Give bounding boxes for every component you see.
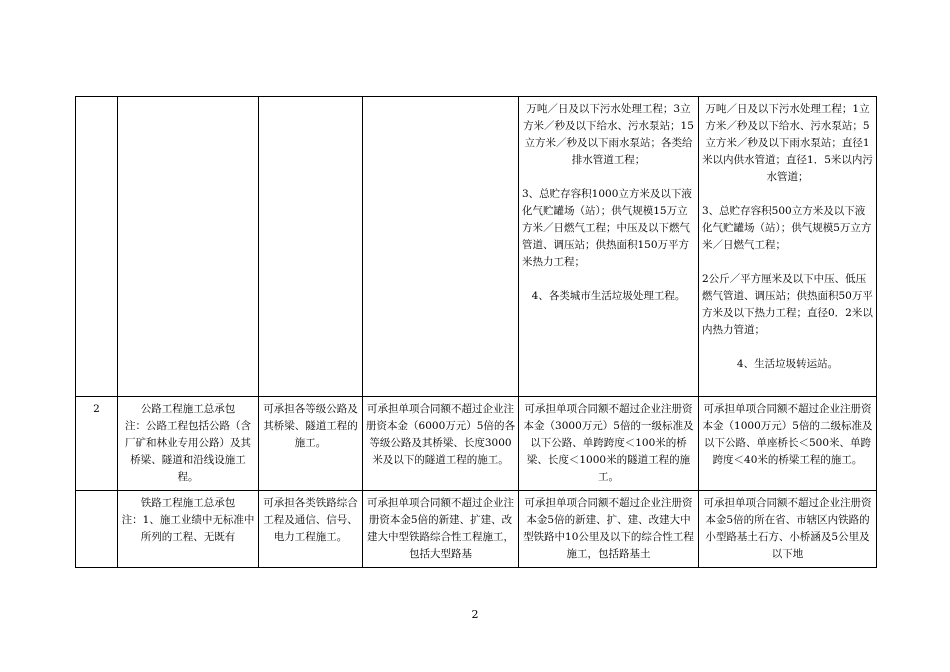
cell-grade1 (259, 97, 363, 397)
cell-scope (118, 491, 259, 568)
cell-grade3: 可承担单项合同额不超过企业注册资本金（3000万元）5倍的一级标准及以下公路、单跨跨度＜100米的桥梁、长度＜1000米的隧道工程的施工。 (519, 397, 699, 491)
cell-paragraph: 2公斤／平方厘米及以下中压、低压燃气管道、调压站；供热面积50万平方米及以下热力工程；直径0．2米以内热力管道； (702, 273, 873, 336)
cell-no: 2 (76, 397, 118, 491)
table-row (76, 397, 877, 491)
page-number: 2 (471, 608, 479, 621)
cell-grade2: 可承担单项合同额不超过企业注册资本金（6000万元）5倍的各等级公路及其桥梁、长度3000米及以下的隧道工程的施工。 (363, 397, 519, 491)
cell-paragraph: 万吨／日及以下污水处理工程；1立方米／秒及以下给水、污水泵站；5立方米／秒及以下雨水泵站；直径1米以内供水管道；直径1．5米以内污水管道； (702, 103, 873, 183)
cell-paragraph: 公路工程施工总承包 注：公路工程包括公路（含厂矿和林业专用公路）及其桥梁、隧道和沿线设施工程。 (125, 403, 251, 483)
cell-grade4: 可承担单项合同额不超过企业注册资本金（1000万元）5倍的二级标准及以下公路、单座桥长＜500米、单跨跨度＜40米的桥梁工程的施工。 (699, 397, 877, 491)
cell-paragraph: 4、生活垃圾转运站。 (736, 358, 839, 370)
cell-paragraph: 3、总贮存容积1000立方米及以下液化气贮罐场（站）；供气规模15万立方米／日燃气工程；中压及以下燃气管道、调压站；供热面积150万平方米热力工程； (522, 188, 692, 268)
cell-grade3 (519, 97, 699, 397)
cell-grade1: 可承担各等级公路及其桥梁、隧道工程的施工。 (259, 397, 363, 491)
cell-grade3: 可承担单项合同额不超过企业注册资本金5倍的新建、扩、建、改建大中型铁路中10公里及以下的综合性工程施工，包括路基土 (519, 491, 699, 568)
cell-paragraph: 4、各类城市生活垃圾处理工程。 (531, 290, 686, 302)
cell-grade4: 可承担单项合同额不超过企业注册资本金5倍的所在省、市辖区内铁路的小型路基土石方、小桥涵及5公里及以下地 (699, 491, 877, 568)
cell-scope (118, 97, 259, 397)
cell-no (76, 97, 118, 397)
cell-no (76, 491, 118, 568)
cell-paragraph: 3、总贮存容积500立方米及以下液化气贮罐场（站）；供气规模5万立方米／日燃气工程； (702, 205, 872, 251)
cell-paragraph: 万吨／日及以下污水处理工程；3立方米／秒及以下给水、污水泵站；15立方米／秒及以下雨水泵站；各类给排水管道工程； (523, 103, 694, 166)
cell-grade4 (699, 97, 877, 397)
table-row (76, 491, 877, 568)
cell-scope (118, 397, 259, 491)
cell-grade1: 可承担各类铁路综合工程及通信、信号、电力工程施工。 (259, 491, 363, 568)
cell-grade2: 可承担单项合同额不超过企业注册资本金5倍的新建、扩建、改建大中型铁路综合性工程施工，包括大型路基 (363, 491, 519, 568)
cell-paragraph: 铁路工程施工总承包 注：1、施工业绩中无标准中所列的工程、无既有 (121, 497, 255, 543)
table-row (76, 97, 877, 397)
cell-grade2 (363, 97, 519, 397)
qualification-table (75, 96, 877, 568)
